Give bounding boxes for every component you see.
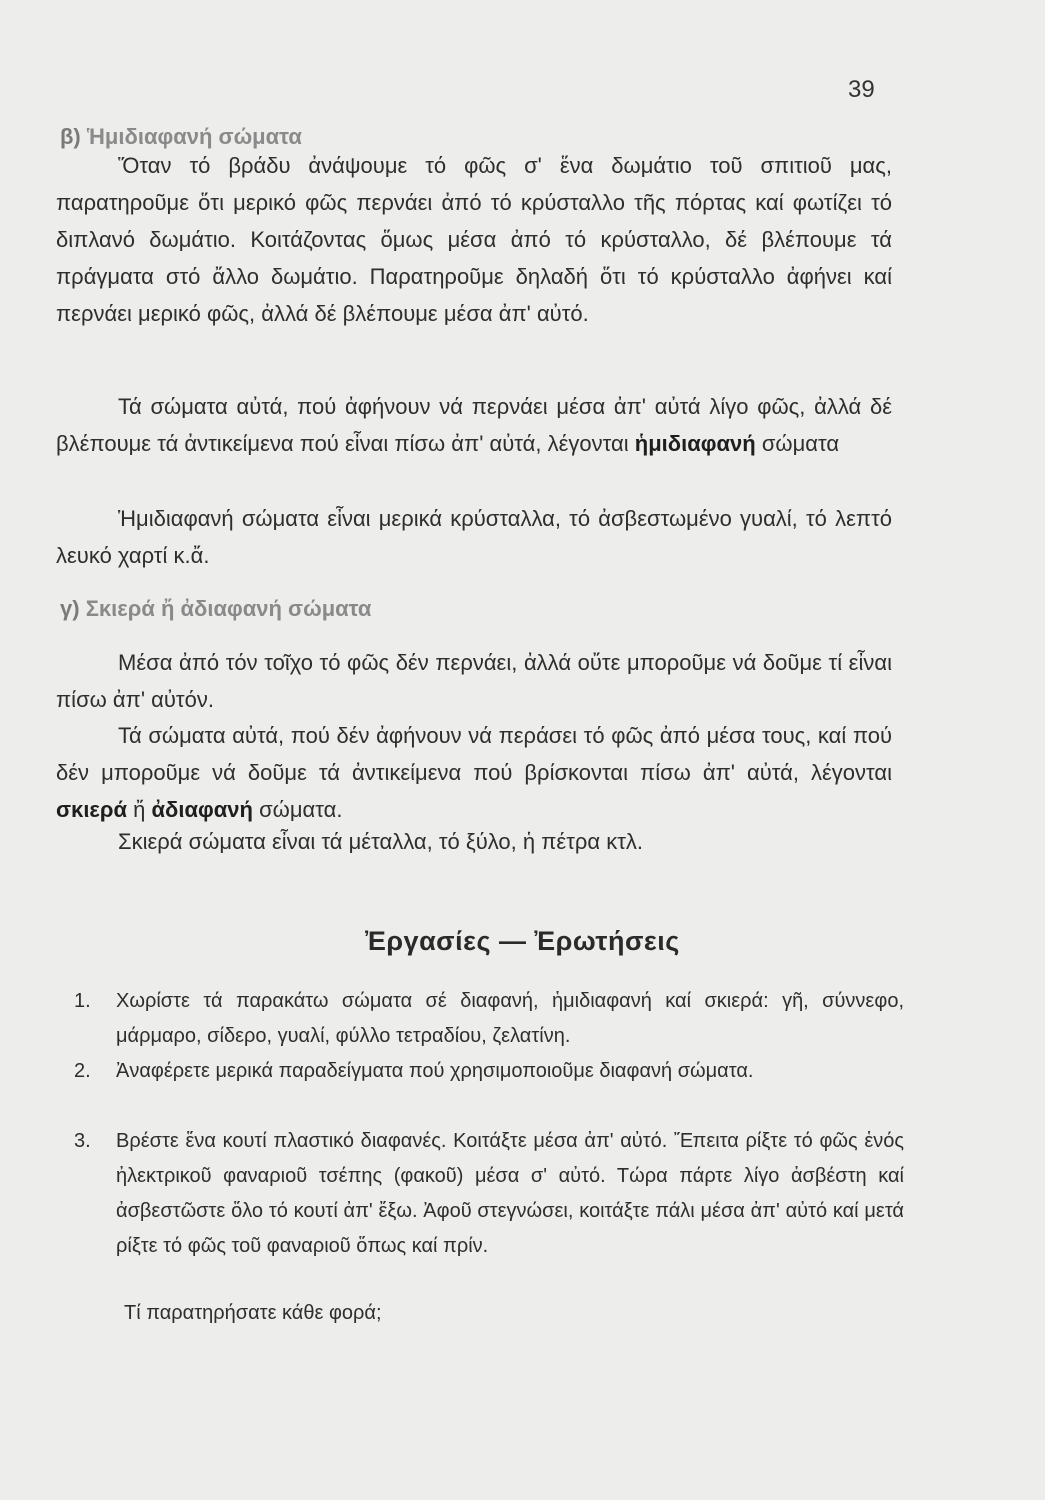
section-b-p2-text: Τά σώματα αὐτά, πού ἀφήνουν νά περνάει μέσα ἀπ' αὐτά λίγο φῶς, ἀλλά δέ βλέπουμε τά ἀντικείμενα πού εἶναι πίσω ἀπ' αὐτά, λέγονται [56,394,892,456]
exercise-text: Χωρίστε τά παρακάτω σώματα σέ διαφανή, ἡμιδιαφανή καί σκιερά: γῆ, σύννεφο, μάρμαρο, σίδερο, γυαλί, φύλλο τετραδίου, ζελατίνη. [116,990,904,1047]
section-b-p2-end: σώματα [761,431,840,456]
section-c-paragraph-2 [56,717,892,828]
section-b-paragraph-2 [56,388,892,462]
section-c-heading [60,596,371,622]
term-opaque: σκιερά [56,797,128,822]
section-b-paragraph-3: Ἡμιδιαφανή σώματα εἶναι μερικά κρύσταλλα, τό ἀσβεστωμένο γυαλί, τό λεπτό λευκό χαρτί κ.ἄ. [56,506,892,568]
section-b-title: Ἡμιδιαφανή σώματα [86,124,302,149]
section-c-paragraph-1: Μέσα ἀπό τόν τοῖχο τό φῶς δέν περνάει, ἀλλά οὔτε μποροῦμε νά δοῦμε τί εἶναι πίσω ἀπ' αὐτόν. [56,650,892,712]
exercises-title: Ἐργασίες — Ἐρωτήσεις [365,926,680,956]
section-c-label: γ) [60,596,80,621]
exercise-number: 2. [74,1060,91,1082]
section-c-p2-text: Τά σώματα αὐτά, πού δέν ἀφήνουν νά περάσει τό φῶς ἀπό μέσα τους, καί πού δέν μποροῦμε νά δοῦμε τά ἀντικείμενα πού βρίσκονται πίσω ἀπ' αὐτά, λέγονται [56,723,892,785]
section-b-label: β) [60,124,81,149]
section-c-paragraph-3: Σκιερά σώματα εἶναι τά μέταλλα, τό ξύλο, ἡ πέτρα κτλ. [118,829,644,854]
term-non-transparent: ἀδιαφανή [151,797,253,822]
section-c-p2-or: ἤ [133,797,146,822]
section-c-p2-end: σώματα. [259,797,343,822]
exercise-text: Βρέστε ἕνα κουτί πλαστικό διαφανές. Κοιτάξτε μέσα ἀπ' αὐτό. Ἔπειτα ρίξτε τό φῶς ἑνός ἠλεκτρικοῦ φαναριοῦ τσέπης (φακοῦ) μέσα σ' αὐτό. Τώρα πάρτε λίγο ἀσβέστη καί ἀσβεστῶστε ὅλο τό κουτί ἀπ' ἔξω. Ἀφοῦ στεγνώσει, κοιτάξτε πάλι μέσα ἀπ' αὐτό καί μετά ρίξτε τό φῶς τοῦ φαναριοῦ ὅπως καί πρίν. [116,1130,904,1257]
section-b-paragraph-1: Ὅταν τό βράδυ ἀνάψουμε τό φῶς σ' ἕνα δωμάτιο τοῦ σπιτιοῦ μας, παρατηροῦμε ὅτι μερικό φῶς περνάει ἀπό τό κρύσταλλο τῆς πόρτας καί φωτίζει τό διπλανό δωμάτιο. Κοιτάζοντας ὅμως μέσα ἀπό τό κρύσταλλο, δέ βλέπουμε τά πράγματα στό ἄλλο δωμάτιο. Παρατηροῦμε δηλαδή ὅτι τό κρύσταλλο ἀφήνει καί περνάει μερικό φῶς, ἀλλά δέ βλέπουμε μέσα ἀπ' αὐτό. [56,153,892,326]
closing-question: Τί παρατηρήσατε κάθε φορά; [124,1302,382,1324]
exercise-item-3 [74,1124,904,1264]
exercise-number: 1. [74,990,91,1012]
exercise-number: 3. [74,1130,91,1152]
page-number: 39 [848,76,875,103]
exercise-item-1 [74,984,904,1054]
exercise-item-2 [74,1054,904,1089]
exercise-text: Ἀναφέρετε μερικά παραδείγματα πού χρησιμοποιοῦμε διαφανή σώματα. [116,1060,754,1082]
section-c-title: Σκιερά ἤ ἀδιαφανή σώματα [85,596,372,621]
term-semi-transparent: ἡμιδιαφανή [634,431,756,456]
